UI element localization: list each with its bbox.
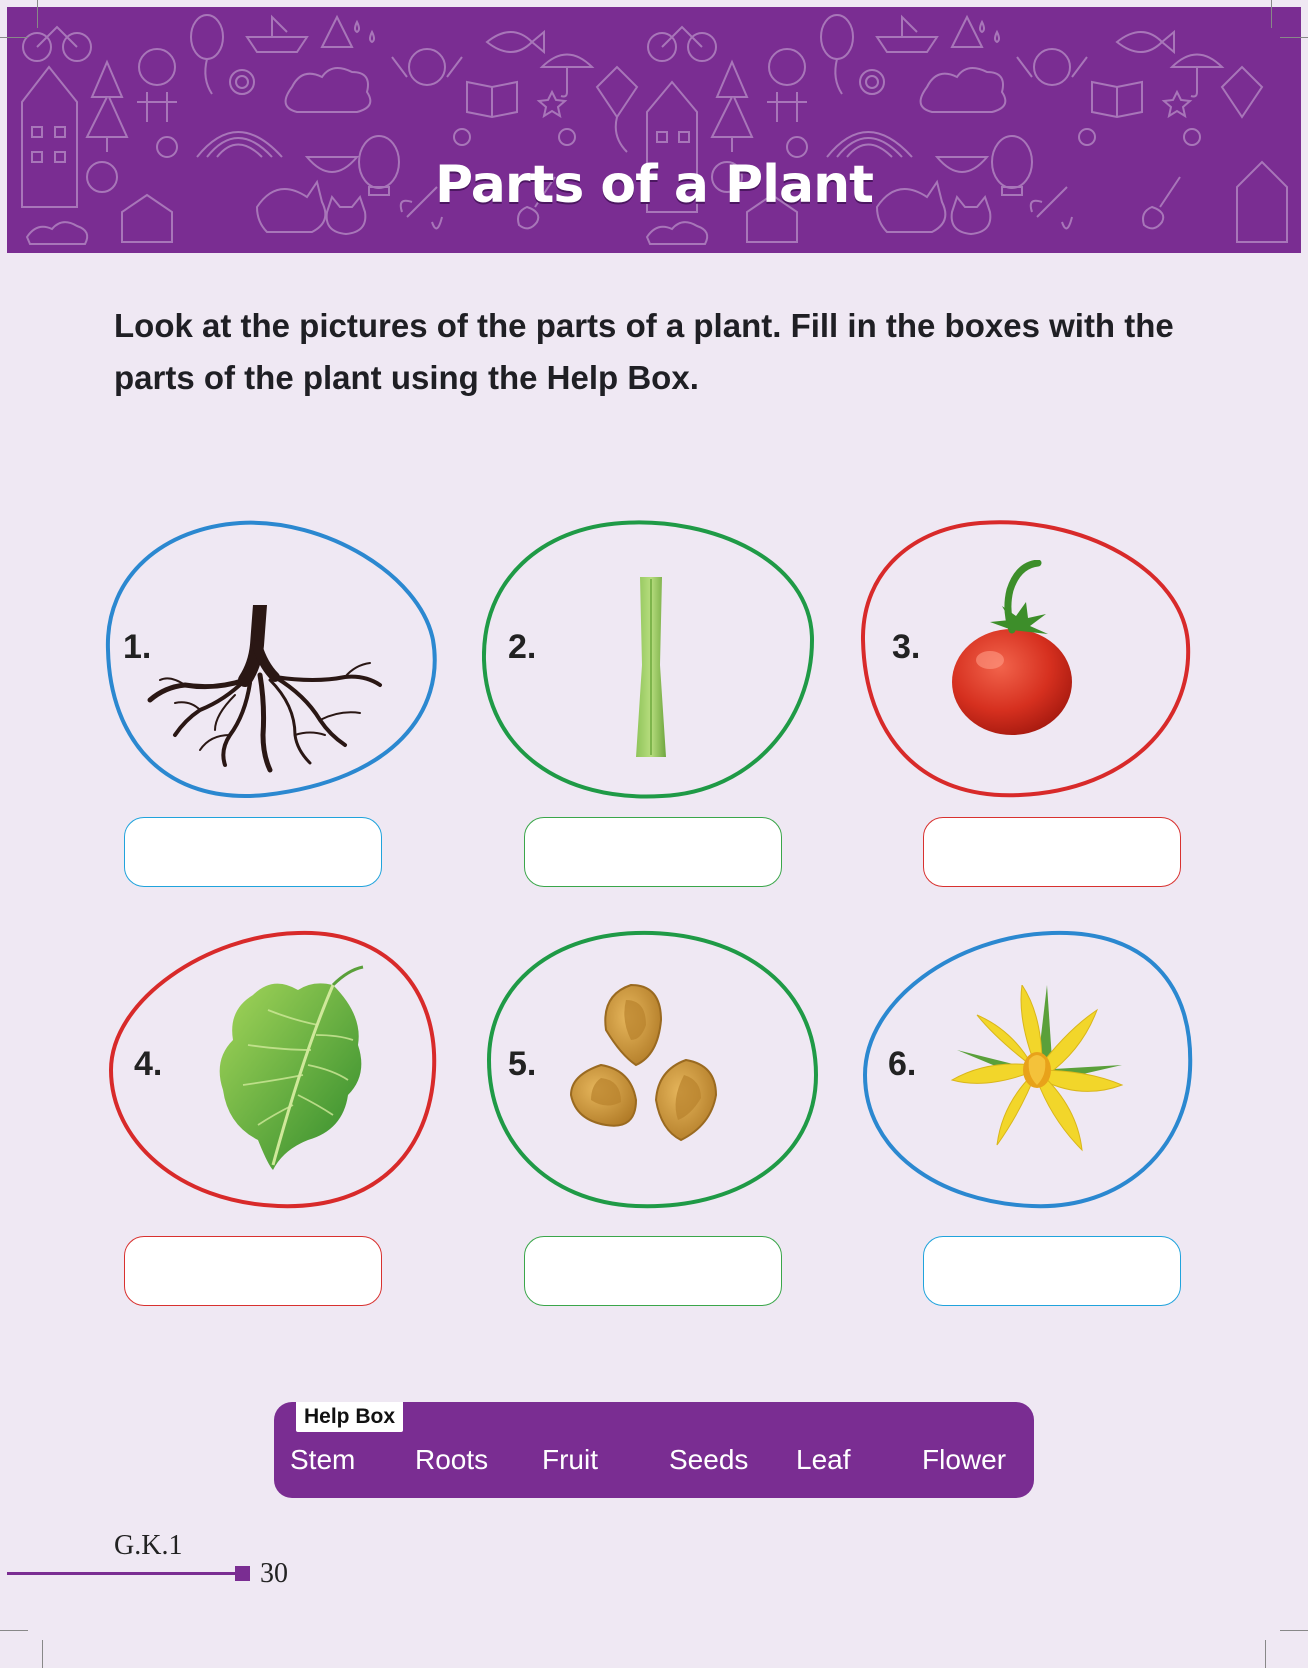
answer-box-2[interactable]	[524, 817, 782, 887]
crop-mark	[0, 1630, 28, 1631]
book-label: G.K.1	[114, 1530, 183, 1561]
crop-mark	[1280, 1630, 1308, 1631]
help-word-stem: Stem	[290, 1444, 356, 1475]
item-number: 2.	[508, 628, 537, 666]
help-box-label: Help Box	[296, 1402, 403, 1432]
item-4-leaf	[108, 930, 448, 1220]
crop-mark	[42, 1640, 43, 1668]
crop-mark	[1265, 1640, 1266, 1668]
item-5-seeds	[486, 930, 826, 1220]
doodle-pattern	[7, 7, 1301, 253]
item-number: 6.	[888, 1045, 917, 1083]
answer-box-1[interactable]	[124, 817, 382, 887]
item-3-fruit	[860, 520, 1200, 810]
crop-mark	[1280, 37, 1308, 38]
crop-mark	[0, 37, 28, 38]
answer-box-4[interactable]	[124, 1236, 382, 1306]
item-number: 1.	[123, 628, 152, 666]
header-banner	[7, 7, 1301, 253]
answer-box-6[interactable]	[923, 1236, 1181, 1306]
leaf-picture	[213, 965, 373, 1175]
footer-rule	[7, 1572, 237, 1575]
roots-picture	[145, 605, 385, 775]
help-word-seeds: Seeds	[669, 1444, 749, 1475]
crop-mark	[37, 0, 38, 28]
page-number: 30	[260, 1558, 288, 1589]
help-word-leaf: Leaf	[796, 1444, 851, 1475]
seeds-picture	[566, 980, 726, 1160]
footer-square-icon	[235, 1566, 250, 1581]
item-2-stem	[482, 520, 822, 810]
page-title: Parts of a Plant	[435, 155, 873, 215]
stem-picture	[632, 575, 672, 760]
help-box	[274, 1402, 1034, 1498]
answer-box-3[interactable]	[923, 817, 1181, 887]
help-word-flower: Flower	[922, 1444, 1007, 1475]
item-6-flower	[862, 930, 1202, 1220]
item-number: 5.	[508, 1045, 537, 1083]
tomato-picture	[950, 560, 1090, 740]
item-1-roots	[105, 520, 445, 810]
item-number: 4.	[134, 1045, 163, 1083]
help-word-fruit: Fruit	[542, 1444, 598, 1475]
help-word-roots: Roots	[415, 1444, 489, 1475]
flower-picture	[947, 985, 1127, 1155]
answer-box-5[interactable]	[524, 1236, 782, 1306]
crop-mark	[1271, 0, 1272, 28]
instructions-text: Look at the pictures of the parts of a plant. Fill in the boxes with the parts of the plant using the Help Box.	[114, 307, 1174, 396]
item-number: 3.	[892, 628, 921, 666]
